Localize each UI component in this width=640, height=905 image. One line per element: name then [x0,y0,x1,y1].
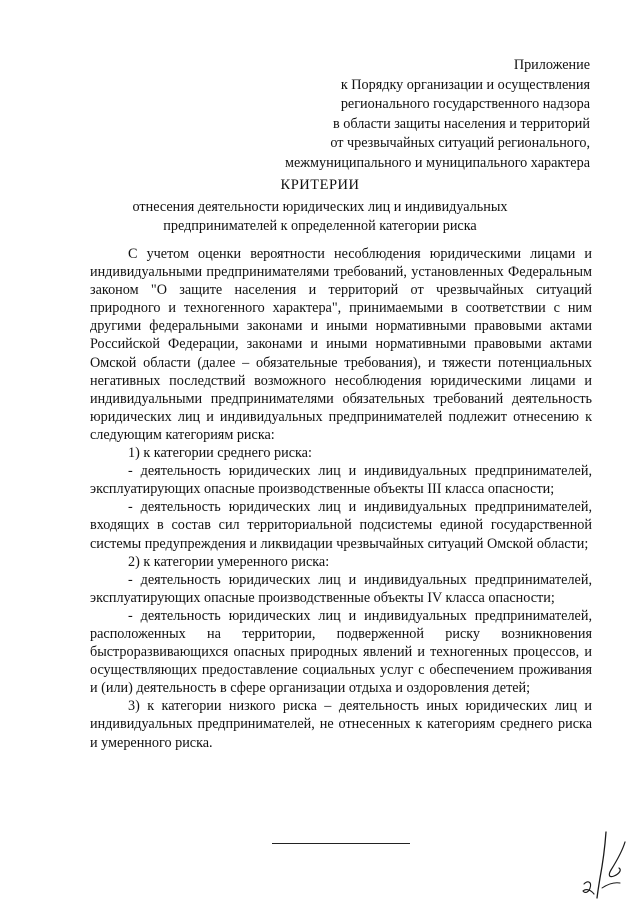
appendix-line: межмуниципального и муниципального характера [284,154,590,171]
category-low-paragraph: 3) к категории низкого риска – деятельность иных юридических лиц и индивидуальных предпринимателей, не отнесенных к категориям среднего риска и умеренного риска. [90,698,592,751]
document-body [90,245,592,752]
subtitle-line: отнесения деятельности юридических лиц и индивидуальных [132,199,508,215]
subtitle-line: предпринимателей к определенной категории риска [163,218,477,234]
document-title: КРИТЕРИИ [280,177,360,193]
appendix-line: регионального государственного надзора [340,96,590,112]
list-item: - деятельность юридических лиц и индивидуальных предпринимателей, эксплуатирующих опасные производственные объекты III класса опасности; [90,463,592,498]
appendix-line: от чрезвычайных ситуаций регионального, [330,135,590,151]
list-item: - деятельность юридических лиц и индивидуальных предпринимателей, входящих в состав сил территориальной подсистемы единой государственной системы предупреждения и ликвидации чрезвычайных ситуаций Омской области; [90,499,592,552]
signature-icon [578,828,636,902]
appendix-header [230,56,590,173]
appendix-line: к Порядку организации и осуществления [340,76,590,93]
category-heading-medium: 1) к категории среднего риска: [128,445,312,462]
intro-paragraph: С учетом оценки вероятности несоблюдения юридическими лицами и индивидуальными предпринимателями требований, установленных Федеральным законом "О защите населения и территорий от чрезвычайных ситуаций природного и техногенного характера", принимаемыми в соответствии с ним другими федеральными законами и иными нормативными правовыми актами Российской Федерации, законами и иными нормативными правовыми актами Омской области (далее – обязательные требования), и тяжести потенциальных негативных последствий возможного несоблюдения юридическими лицами и индивидуальными предпринимателями обязательных требований деятельность юридических лиц и индивидуальных предпринимателей подлежит отнесению к следующим категориям риска: [90,246,592,443]
appendix-line: в области защиты населения и территорий [332,115,590,132]
list-item: - деятельность юридических лиц и индивидуальных предпринимателей, расположенных на территории, подверженной риску возникновения быстроразвивающихся опасных природных явлений и техногенных процессов, и осуществляющих предоставление социальных услуг с обеспечением проживания и (или) деятельность в сфере организации отдыха и оздоровления детей; [90,607,592,697]
horizontal-rule [272,843,410,844]
appendix-line: Приложение [513,57,590,73]
list-item: - деятельность юридических лиц и индивидуальных предпринимателей, эксплуатирующих опасные производственные объекты IV класса опасности; [90,571,592,606]
category-heading-moderate: 2) к категории умеренного риска: [128,553,330,570]
document-subtitle [0,198,640,236]
